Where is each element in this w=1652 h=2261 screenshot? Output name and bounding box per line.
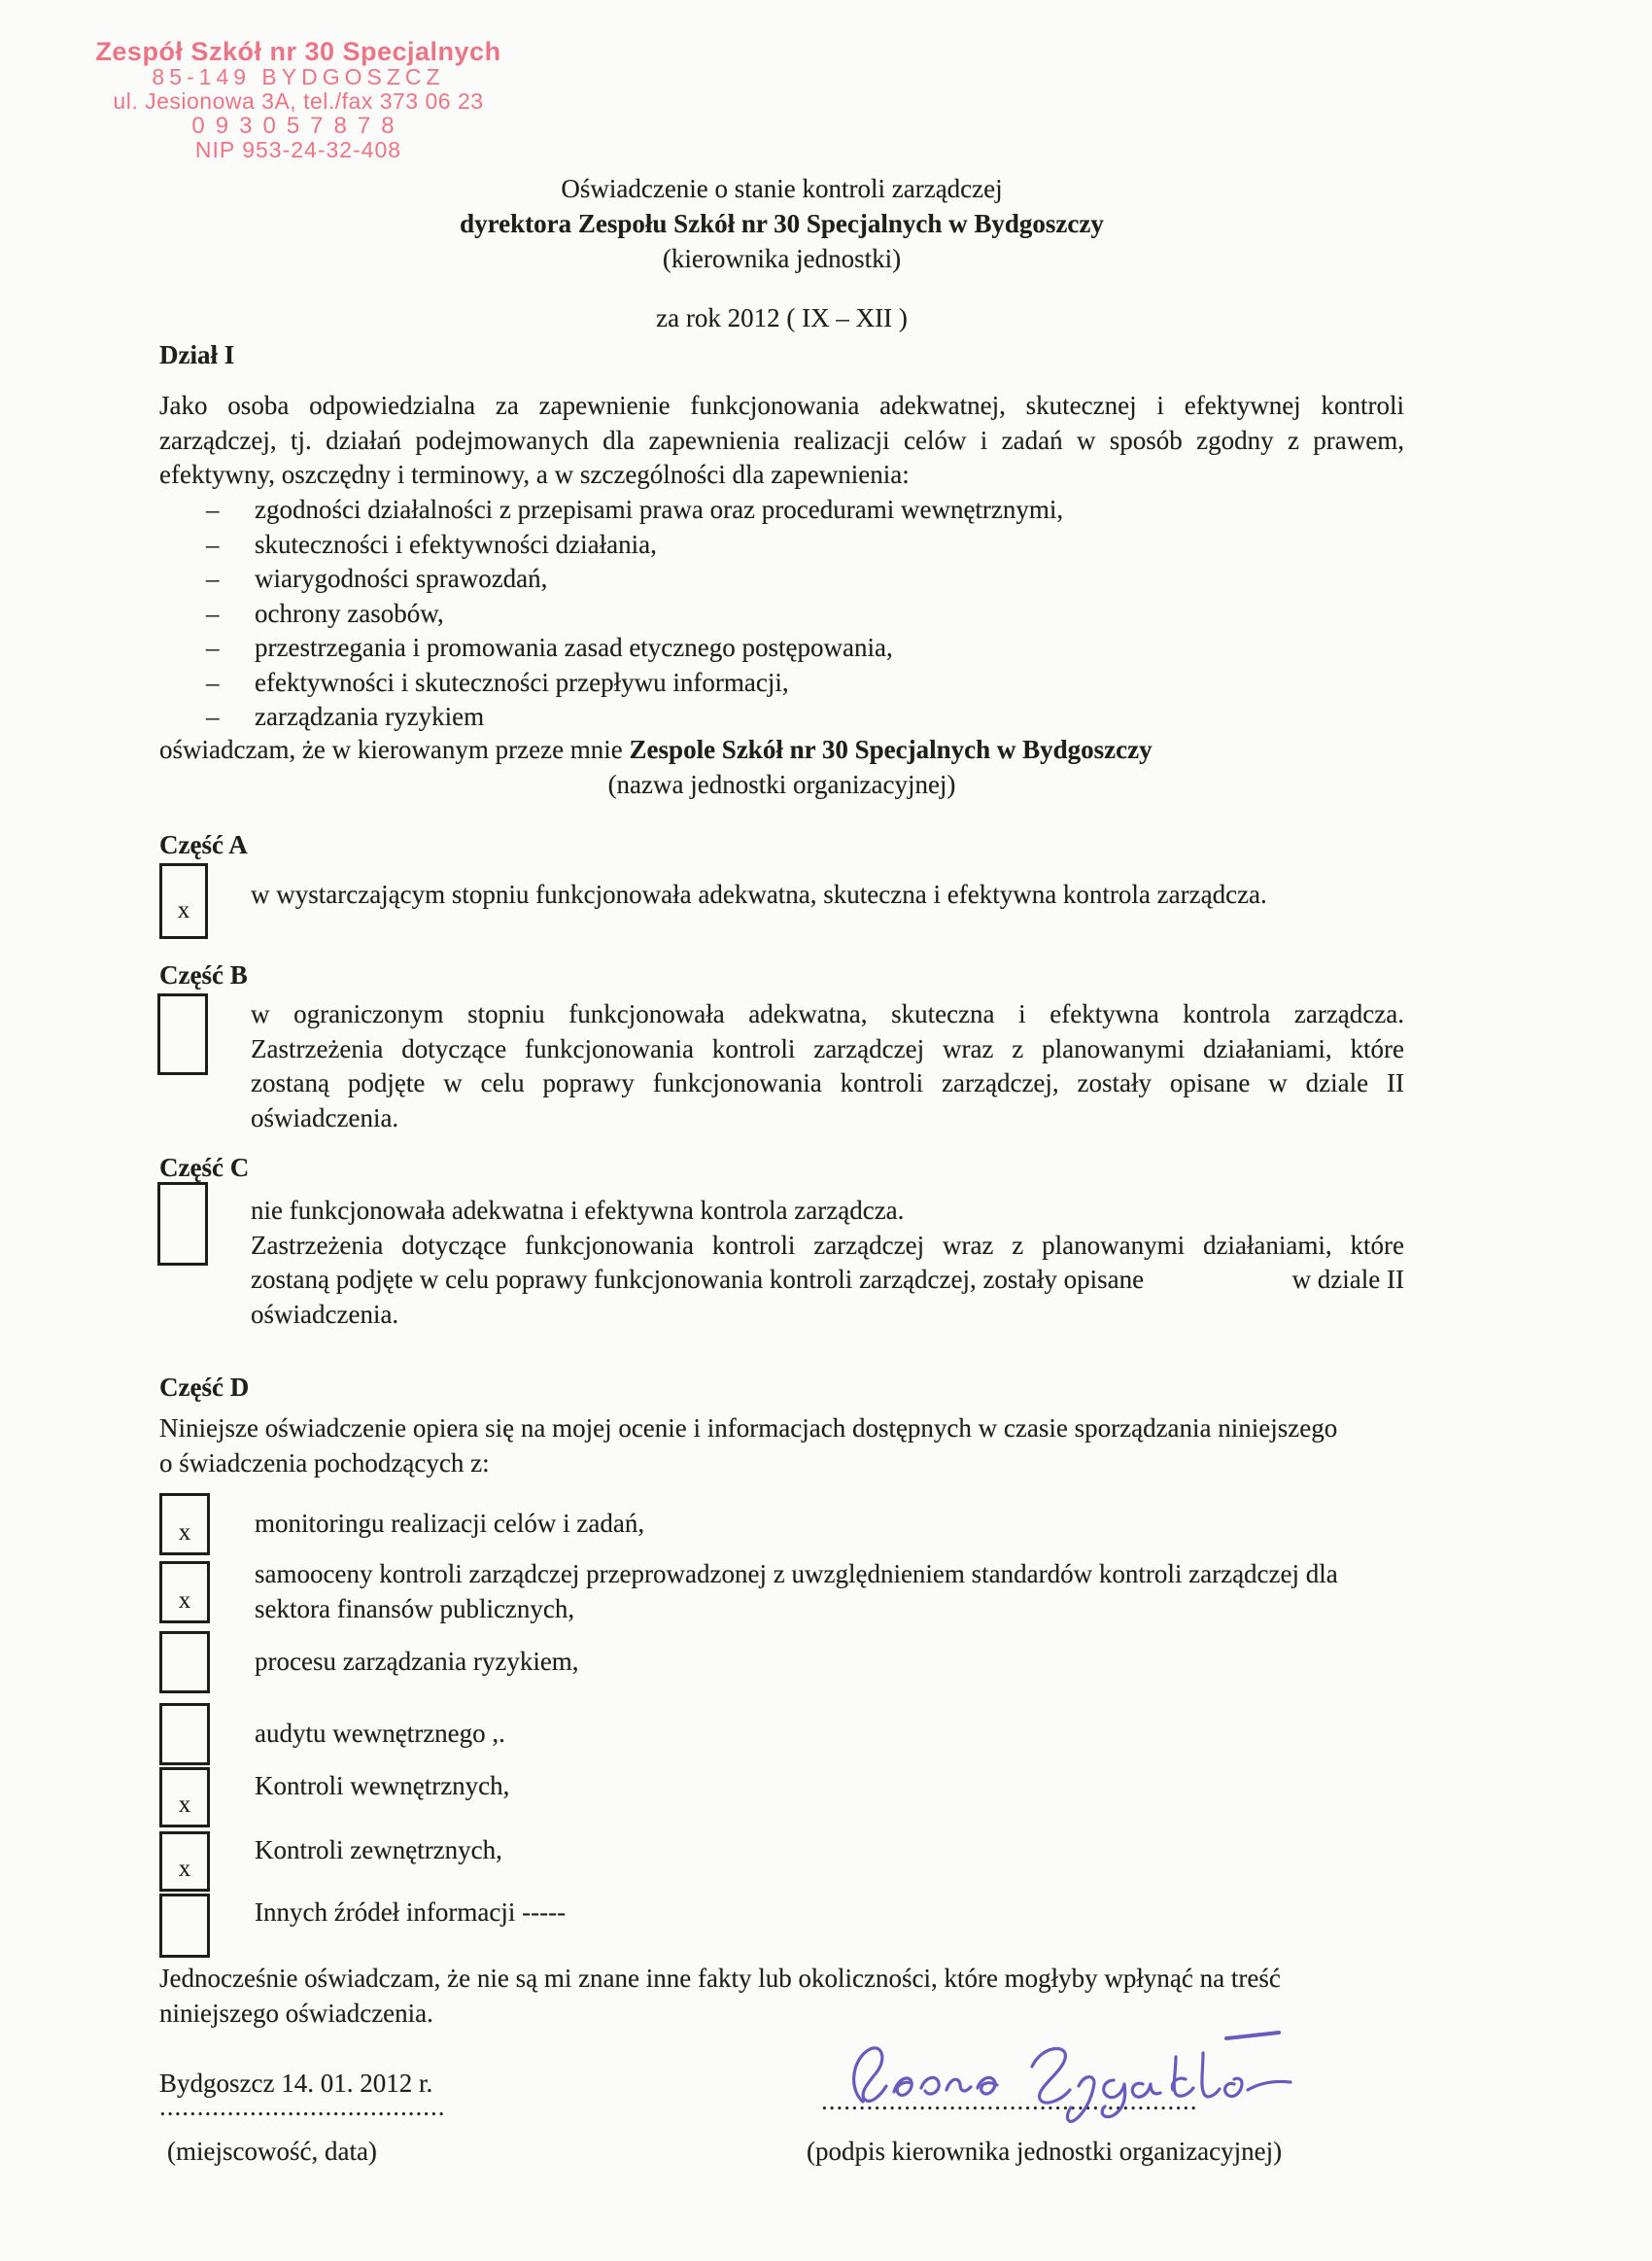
czesc-d-item-label: Kontroli zewnętrznych,: [255, 1835, 502, 1864]
czesc-c-line3: [251, 1263, 1404, 1298]
czesc-c-line3-left: zostaną podjęte w celu poprawy funkcjonowania kontroli zarządczej, zostały opisane: [251, 1265, 1145, 1294]
czesc-d-intro: [159, 1411, 1404, 1480]
declaration-line: [159, 733, 1153, 768]
czesc-d-item-label: audytu wewnętrznego ,.: [255, 1719, 505, 1749]
text-line: Zastrzeżenia dotyczące funkcjonowania kontroli zarządczej wraz z planowanymi działaniami, które: [251, 1033, 1404, 1063]
place-date-label: (miejscowość, data): [167, 2137, 377, 2166]
closing-statement: [159, 1962, 1404, 2031]
bullet-item: [159, 493, 1404, 528]
checkbox-czesc-d-5: [159, 1767, 210, 1827]
czesc-c-text: [251, 1194, 1404, 1332]
czesc-c-line3-right: w dziale II: [1291, 1265, 1404, 1294]
czesc-b-text: [251, 997, 1404, 1135]
bullet-text: ochrony zasobów,: [255, 598, 444, 628]
czesc-d-item: [159, 1767, 1411, 1827]
bullet-dash: –: [206, 495, 220, 524]
czesc-d-item: [159, 1703, 1411, 1765]
stamp-city: 85-149 BYDGOSZCZ: [152, 64, 445, 89]
czesc-a-text: w wystarczającym stopniu funkcjonowała adekwatna, skuteczna i efektywna kontrola zarządcza.: [251, 880, 1267, 909]
czesc-d-item: [159, 1493, 1411, 1555]
bullet-text: skuteczności i efektywności działania,: [255, 529, 657, 559]
text-line: efektywny, oszczędny i terminowy, a w szczególności dla zapewnienia:: [159, 460, 910, 489]
text-line: oświadczenia.: [251, 1102, 399, 1132]
bullet-dash: –: [206, 667, 220, 697]
declaration-unit-name: Zespole Szkół nr 30 Specjalnych w Bydgoszczy: [629, 735, 1153, 764]
signature-label: (podpis kierownika jednostki organizacyjnej): [807, 2137, 1283, 2166]
bullet-text: wiarygodności sprawozdań,: [255, 564, 548, 593]
czesc-d-item-label: procesu zarządzania ryzykiem,: [255, 1647, 579, 1677]
czesc-c-line4: oświadczenia.: [251, 1299, 399, 1329]
section-heading-czesc-b: Część B: [159, 960, 248, 990]
text-line: Jednocześnie oświadczam, że nie są mi znane inne fakty lub okoliczności, które mogłyby wpłynąć na treść: [159, 1964, 1281, 1993]
czesc-d-item: [159, 1894, 1411, 1958]
text-line: niniejszego oświadczenia.: [159, 1998, 433, 2028]
document-title-block: [159, 171, 1404, 276]
bullet-text: zgodności działalności z przepisami prawa oraz procedurami wewnętrznymi,: [255, 495, 1064, 524]
checkbox-czesc-c: [157, 1182, 208, 1266]
unit-name-note: (nazwa jednostki organizacyjnej): [607, 770, 956, 799]
bullet-item: [159, 528, 1404, 563]
checkbox-czesc-a: [159, 863, 208, 939]
declaration-prefix: oświadczam, że w kierowanym przeze mnie: [159, 735, 630, 764]
bullet-text: przestrzegania i promowania zasad etycznego postępowania,: [255, 633, 893, 662]
checkbox-czesc-d-4: [159, 1703, 210, 1765]
checkbox-mark: x: [178, 1791, 191, 1818]
checkbox-czesc-a-mark: x: [177, 897, 190, 923]
stamp-regon: 093057878: [191, 113, 405, 139]
bullet-dash: –: [206, 702, 220, 731]
stamp-nip: NIP 953-24-32-408: [194, 137, 402, 162]
place-and-date: Bydgoszcz 14. 01. 2012 r.: [159, 2069, 433, 2098]
czesc-c-line1: nie funkcjonowała adekwatna i efektywna kontrola zarządcza.: [251, 1196, 905, 1225]
stamp-school-name: Zespół Szkół nr 30 Specjalnych: [95, 37, 501, 66]
handwritten-signature: [834, 2024, 1300, 2131]
checkbox-mark: x: [178, 1519, 191, 1546]
document-subtitle: dyrektora Zespołu Szkół nr 30 Specjalnych w Bydgoszczy: [460, 209, 1104, 238]
bullet-item: [159, 562, 1404, 597]
stamp-address: ul. Jesionowa 3A, tel./fax 373 06 23: [113, 88, 484, 114]
text-line: w ograniczonym stopniu funkcjonowała adekwatna, skuteczna i efektywna kontrola zarządcza.: [251, 999, 1404, 1028]
text-line: o świadczenia pochodzących z:: [159, 1447, 490, 1478]
czesc-c-line2: Zastrzeżenia dotyczące funkcjonowania kontroli zarządczej wraz z planowanymi działaniami, które: [251, 1230, 1404, 1260]
czesc-d-item: [159, 1631, 1411, 1693]
document-title: Oświadczenie o stanie kontroli zarządczej: [561, 174, 1003, 203]
bullet-item: [159, 700, 1404, 735]
czesc-d-item-label: monitoringu realizacji celów i zadań,: [255, 1509, 645, 1539]
title-role-note: (kierownika jednostki): [662, 244, 902, 273]
checkbox-czesc-d-2: [159, 1561, 210, 1623]
checkbox-czesc-d-1: [159, 1493, 210, 1555]
czesc-d-item: [159, 1557, 1411, 1626]
bullet-item: [159, 666, 1404, 701]
text-line: zostaną podjęte w celu poprawy funkcjonowania kontroli zarządczej, zostały opisane w dziale II: [251, 1068, 1404, 1097]
checkbox-czesc-b: [157, 993, 208, 1075]
text-line: Niniejsze oświadczenie opiera się na mojej ocenie i informacjach dostępnych w czasie sporządzania niniejszego: [159, 1413, 1338, 1443]
czesc-d-item: [159, 1831, 1411, 1892]
checkbox-mark: x: [178, 1856, 191, 1882]
text-line: Jako osoba odpowiedzialna za zapewnienie funkcjonowania adekwatnej, skutecznej i efektywnej kontroli: [159, 391, 1404, 420]
czesc-d-item-label: Innych źródeł informacji -----: [255, 1897, 567, 1927]
checkbox-czesc-d-3: [159, 1631, 210, 1693]
bullet-item: [159, 631, 1404, 666]
dotted-line-left: ......................................: [159, 2092, 446, 2121]
bullet-dash: –: [206, 529, 220, 559]
checkbox-czesc-d-6: [159, 1831, 210, 1892]
section-heading-czesc-d: Część D: [159, 1373, 250, 1402]
bullet-dash: –: [206, 633, 220, 662]
report-period: za rok 2012 ( IX – XII ): [656, 303, 908, 332]
text-line: zarządczej, tj. działań podejmowanych dla zapewnienia realizacji celów i zadań w sposób zgodny z prawem,: [159, 425, 1404, 455]
czesc-d-item-label: Kontroli wewnętrznych,: [255, 1771, 510, 1800]
bullet-item: [159, 597, 1404, 632]
school-rubber-stamp: [70, 37, 527, 162]
checkbox-mark: x: [178, 1586, 191, 1614]
dotted-line-right: ..................................................: [821, 2086, 1198, 2115]
section-heading-dzial-1: Dział I: [159, 340, 235, 369]
dzial1-intro-paragraph: [159, 389, 1404, 493]
section-heading-czesc-a: Część A: [159, 830, 248, 859]
checkbox-czesc-d-7: [159, 1894, 210, 1958]
bullet-dash: –: [206, 598, 220, 628]
dzial1-bullet-list: [159, 493, 1404, 735]
czesc-d-item-label: samooceny kontroli zarządczej przeprowadzonej z uwzględnieniem standardów kontroli zarządczej dla sektora finansów publicznych,: [255, 1559, 1338, 1623]
section-heading-czesc-c: Część C: [159, 1153, 250, 1182]
bullet-dash: –: [206, 564, 220, 593]
bullet-text: zarządzania ryzykiem: [255, 702, 485, 731]
bullet-text: efektywności i skuteczności przepływu informacji,: [255, 667, 789, 697]
